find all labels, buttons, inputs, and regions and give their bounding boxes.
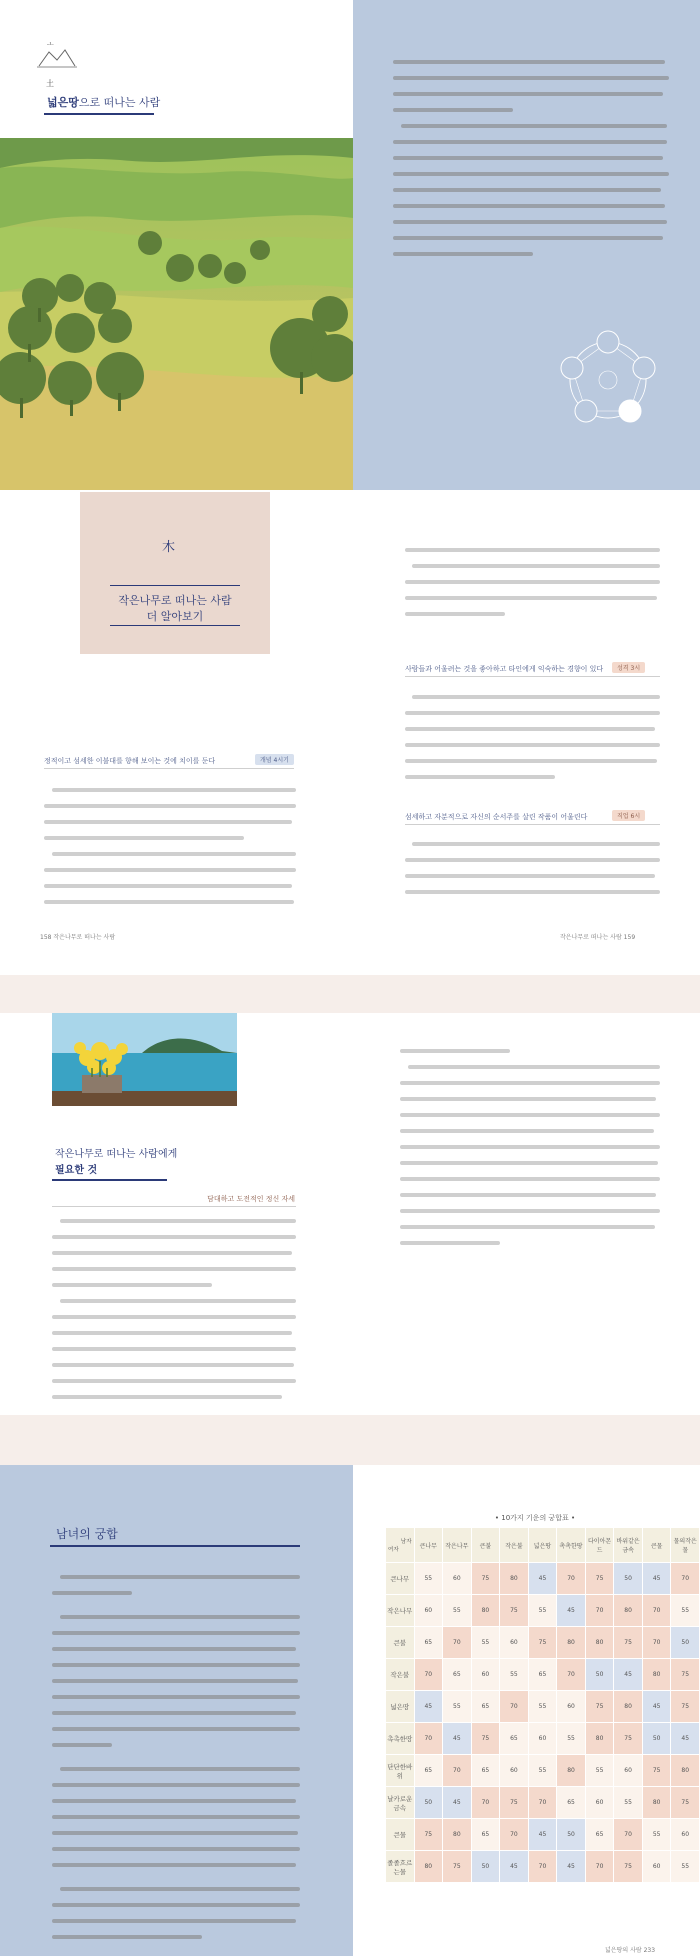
table-cell: 45 (671, 1723, 700, 1755)
table-cell: 80 (614, 1691, 643, 1723)
table-cell: 45 (528, 1819, 557, 1851)
table-cell: 75 (671, 1691, 700, 1723)
section3-subhead: 담대하고 도전적인 정신 자세 (207, 1195, 295, 1203)
table-cell: 65 (471, 1819, 500, 1851)
section3-title-line1: 작은나무로 떠나는 사람에게 (55, 1149, 178, 1160)
card-title-line2: 더 알아보기 (146, 610, 204, 623)
col-header: 큰불 (471, 1528, 500, 1563)
heading-sociable: 사람들과 어울려는 것을 좋아하고 타인에게 익숙하는 경향이 있다 (405, 665, 604, 673)
table-cell: 60 (671, 1819, 700, 1851)
card-rule-bottom (110, 625, 240, 626)
section4-title: 남녀의 궁합 (56, 1527, 118, 1541)
table-cell: 75 (585, 1691, 614, 1723)
section4-title-underline (50, 1545, 300, 1547)
title-underline (44, 113, 154, 115)
table-cell: 70 (528, 1787, 557, 1819)
table-cell: 70 (671, 1563, 700, 1595)
heading-rule-2 (405, 824, 660, 825)
table-cell: 50 (671, 1627, 700, 1659)
table-cell: 70 (443, 1627, 472, 1659)
five-elements-cycle-icon (553, 325, 663, 439)
table-cell: 65 (443, 1659, 472, 1691)
card-rule (110, 585, 240, 586)
table-cell: 55 (500, 1659, 529, 1691)
table-cell: 70 (557, 1563, 586, 1595)
table-cell: 50 (614, 1563, 643, 1595)
table-cell: 75 (614, 1723, 643, 1755)
table-cell: 75 (414, 1819, 443, 1851)
page-number-left: 158 작은나무로 떠나는 사람 (40, 934, 116, 941)
table-cell: 55 (471, 1627, 500, 1659)
table-cell: 60 (500, 1627, 529, 1659)
mountain-icon (37, 38, 77, 72)
tag-job: 직업 6시 (612, 810, 645, 821)
table-cell: 60 (471, 1659, 500, 1691)
table-cell: 70 (414, 1659, 443, 1691)
table-cell: 50 (471, 1851, 500, 1883)
table-row (386, 1659, 700, 1691)
table-cell: 75 (614, 1851, 643, 1883)
table-cell: 45 (557, 1851, 586, 1883)
section-4 (0, 1465, 700, 1956)
table-cell: 75 (614, 1627, 643, 1659)
section-3 (0, 1013, 700, 1415)
table-row (386, 1851, 700, 1883)
table-cell: 65 (585, 1819, 614, 1851)
table-cell: 75 (500, 1595, 529, 1627)
table-cell: 60 (414, 1595, 443, 1627)
table-cell: 55 (443, 1595, 472, 1627)
table-cell: 80 (614, 1595, 643, 1627)
table-cell: 70 (557, 1659, 586, 1691)
table-cell: 65 (528, 1659, 557, 1691)
table-cell: 45 (528, 1563, 557, 1595)
table-cell: 70 (642, 1627, 671, 1659)
table-cell: 65 (471, 1691, 500, 1723)
row-header: 작은불 (386, 1659, 415, 1691)
title-rest: 으로 떠나는 사람 (78, 96, 161, 109)
col-header: 다이아몬드 (585, 1528, 614, 1563)
table-cell: 65 (414, 1755, 443, 1787)
title-main: 넓은땅 (47, 96, 79, 109)
table-cell: 45 (443, 1787, 472, 1819)
section-title (47, 94, 160, 110)
col-header: 작은나무 (443, 1528, 472, 1563)
table-cell: 75 (642, 1755, 671, 1787)
table-row (386, 1691, 700, 1723)
section3-title-line2: 필요한 것 (55, 1165, 98, 1176)
table-row (386, 1563, 700, 1595)
compat-table (385, 1527, 700, 1883)
table-cell: 80 (414, 1851, 443, 1883)
table-cell: 80 (642, 1787, 671, 1819)
table-cell: 60 (585, 1787, 614, 1819)
table-cell: 70 (414, 1723, 443, 1755)
corner-bottom: 여자 (388, 1547, 399, 1553)
row-header: 작은나무 (386, 1595, 415, 1627)
separator-band-1 (0, 975, 700, 1013)
corner-top: 남자 (400, 1539, 412, 1545)
heading-rule-left (44, 768, 294, 769)
tag-personality: 성격 3시 (612, 662, 645, 673)
table-cell: 55 (557, 1723, 586, 1755)
table-cell: 50 (585, 1659, 614, 1691)
row-header: 졸졸흐르는물 (386, 1851, 415, 1883)
table-cell: 65 (500, 1723, 529, 1755)
table-row (386, 1595, 700, 1627)
row-header: 큰나무 (386, 1563, 415, 1595)
table-cell: 60 (443, 1563, 472, 1595)
table-cell: 70 (500, 1691, 529, 1723)
row-header: 큰불 (386, 1627, 415, 1659)
separator-band-2 (0, 1415, 700, 1465)
corner-cell (386, 1528, 415, 1563)
table-cell: 60 (500, 1755, 529, 1787)
table-cell: 60 (642, 1851, 671, 1883)
page-number-right: 작은나무로 떠나는 사람 159 (560, 934, 636, 941)
heading-rule (405, 676, 660, 677)
table-cell: 55 (528, 1691, 557, 1723)
table-cell: 70 (528, 1851, 557, 1883)
table-cell: 75 (443, 1851, 472, 1883)
earth-glyph: 土 (46, 79, 54, 88)
table-cell: 50 (557, 1819, 586, 1851)
heading-left: 정적이고 섬세한 이불대를 향해 보이는 것에 치이를 둔다 (44, 757, 216, 765)
table-cell: 75 (671, 1659, 700, 1691)
table-cell: 55 (528, 1755, 557, 1787)
row-header: 넓은땅 (386, 1691, 415, 1723)
table-cell: 55 (671, 1851, 700, 1883)
table-cell: 60 (528, 1723, 557, 1755)
table-cell: 55 (443, 1691, 472, 1723)
compat-table-body (386, 1563, 700, 1883)
compat-header-row (386, 1528, 700, 1563)
table-cell: 75 (528, 1627, 557, 1659)
row-header: 큰물 (386, 1819, 415, 1851)
table-cell: 80 (557, 1755, 586, 1787)
table-cell: 45 (614, 1659, 643, 1691)
table-cell: 55 (614, 1787, 643, 1819)
section3-title-underline (52, 1179, 167, 1181)
table-cell: 55 (528, 1595, 557, 1627)
col-header: 물의작은물 (671, 1528, 700, 1563)
table-cell: 80 (557, 1627, 586, 1659)
table-cell: 60 (614, 1755, 643, 1787)
left-blue-panel (0, 1465, 353, 1956)
col-header: 촉촉한땅 (557, 1528, 586, 1563)
table-cell: 60 (557, 1691, 586, 1723)
col-header: 넓은땅 (528, 1528, 557, 1563)
table-cell: 70 (585, 1851, 614, 1883)
table-cell: 55 (671, 1595, 700, 1627)
table-cell: 50 (642, 1723, 671, 1755)
table-cell: 55 (414, 1563, 443, 1595)
table-cell: 45 (557, 1595, 586, 1627)
table-cell: 70 (500, 1819, 529, 1851)
subhead-rule (52, 1206, 296, 1207)
table-cell: 70 (443, 1755, 472, 1787)
tree-icon: 木 (162, 540, 176, 555)
col-header: 큰나무 (414, 1528, 443, 1563)
table-cell: 45 (642, 1563, 671, 1595)
table-cell: 70 (642, 1595, 671, 1627)
table-row (386, 1627, 700, 1659)
svg-text:ㅗ: ㅗ (47, 40, 54, 48)
col-header: 큰물 (642, 1528, 671, 1563)
table-cell: 70 (585, 1595, 614, 1627)
table-cell: 70 (471, 1787, 500, 1819)
landscape-photo (0, 138, 353, 490)
table-cell: 75 (585, 1563, 614, 1595)
compat-table-caption: • 10가지 기운의 궁합표 • (494, 1514, 576, 1522)
table-cell: 80 (471, 1595, 500, 1627)
card-title-line1: 작은나무로 떠나는 사람 (118, 594, 232, 607)
table-cell: 65 (557, 1787, 586, 1819)
table-cell: 45 (414, 1691, 443, 1723)
table-cell: 45 (642, 1691, 671, 1723)
row-header: 단단한바위 (386, 1755, 415, 1787)
table-row (386, 1787, 700, 1819)
table-cell: 55 (642, 1819, 671, 1851)
table-row (386, 1755, 700, 1787)
row-header: 날카로운금속 (386, 1787, 415, 1819)
tag-concept: 개념 4시기 (255, 754, 294, 765)
table-row (386, 1723, 700, 1755)
table-cell: 80 (671, 1755, 700, 1787)
compat-table-wrap (385, 1527, 700, 1883)
table-cell: 70 (614, 1819, 643, 1851)
table-cell: 65 (471, 1755, 500, 1787)
table-cell: 50 (414, 1787, 443, 1819)
right-blue-panel (353, 0, 700, 490)
table-cell: 80 (500, 1563, 529, 1595)
heading-detail-work: 섬세하고 자분적으로 자신의 순서주를 살린 작품이 어울린다 (405, 813, 588, 821)
section-2 (0, 490, 700, 975)
table-cell: 80 (443, 1819, 472, 1851)
table-cell: 80 (585, 1627, 614, 1659)
page-number-section4: 넓은땅의 사람 233 (605, 1947, 656, 1954)
table-cell: 75 (500, 1787, 529, 1819)
table-cell: 75 (471, 1563, 500, 1595)
flower-sea-photo (52, 1013, 237, 1106)
table-cell: 45 (443, 1723, 472, 1755)
table-cell: 80 (585, 1723, 614, 1755)
table-cell: 80 (642, 1659, 671, 1691)
info-card (80, 492, 270, 654)
table-cell: 65 (414, 1627, 443, 1659)
table-cell: 55 (585, 1755, 614, 1787)
section-1 (0, 0, 700, 490)
table-cell: 45 (500, 1851, 529, 1883)
table-row (386, 1819, 700, 1851)
col-header: 작은불 (500, 1528, 529, 1563)
table-cell: 75 (471, 1723, 500, 1755)
table-cell: 75 (671, 1787, 700, 1819)
col-header: 바위같은금속 (614, 1528, 643, 1563)
row-header: 촉촉한땅 (386, 1723, 415, 1755)
